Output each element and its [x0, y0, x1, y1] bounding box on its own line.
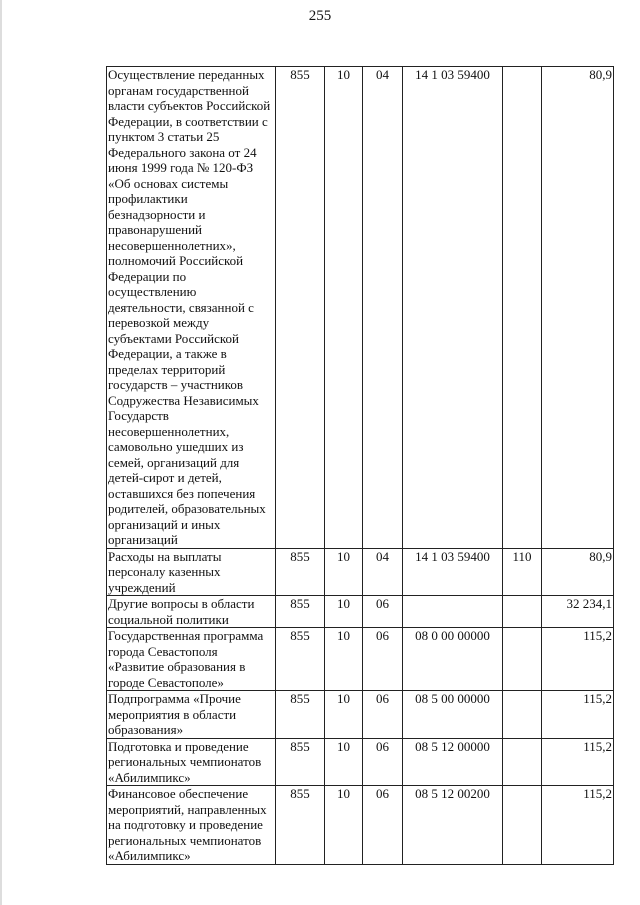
row-section: 10	[325, 596, 363, 628]
table-row	[107, 738, 614, 786]
row-name: Подпрограмма «Прочие мероприятия в области образования»	[107, 691, 276, 739]
row-target-article: 08 5 12 00200	[403, 786, 503, 865]
row-subsection: 06	[363, 691, 403, 739]
row-ministry-code: 855	[276, 67, 325, 549]
row-ministry-code: 855	[276, 628, 325, 691]
row-section: 10	[325, 738, 363, 786]
row-section: 10	[325, 548, 363, 596]
row-expense-type	[503, 786, 542, 865]
row-expense-type	[503, 67, 542, 549]
row-ministry-code: 855	[276, 691, 325, 739]
row-target-article	[403, 596, 503, 628]
table-row	[107, 628, 614, 691]
row-target-article: 14 1 03 59400	[403, 548, 503, 596]
row-subsection: 06	[363, 786, 403, 865]
row-name: Другие вопросы в области социальной политики	[107, 596, 276, 628]
row-subsection: 06	[363, 596, 403, 628]
row-expense-type	[503, 691, 542, 739]
row-section: 10	[325, 628, 363, 691]
table-row	[107, 67, 614, 549]
table-row	[107, 596, 614, 628]
row-amount: 115,2	[542, 738, 614, 786]
row-name: Осуществление переданных органам государственной власти субъектов Российской Федерации, в соответствии с пунктом 3 статьи 25 Федерального закона от 24 июня 1999 года № 120-ФЗ «Об основах системы профилактики безнадзорности и правонарушений несовершеннолетних», полномочий Российской Федерации по осуществлению деятельности, связанной с перевозкой между субъектами Российской Федерации, а также в пределах территорий государств – участников Содружества Независимых Государств несовершеннолетних, самовольно ушедших из семей, организаций для детей-сирот и детей, оставшихся без попечения родителей, образовательных организаций и иных организаций	[107, 67, 276, 549]
row-ministry-code: 855	[276, 596, 325, 628]
budget-table	[106, 66, 614, 865]
row-amount: 115,2	[542, 628, 614, 691]
row-name: Подготовка и проведение региональных чемпионатов «Абилимпикс»	[107, 738, 276, 786]
row-subsection: 06	[363, 628, 403, 691]
row-ministry-code: 855	[276, 548, 325, 596]
row-amount: 115,2	[542, 691, 614, 739]
row-subsection: 04	[363, 548, 403, 596]
row-target-article: 08 0 00 00000	[403, 628, 503, 691]
row-amount: 80,9	[542, 548, 614, 596]
scan-edge	[0, 0, 2, 905]
row-subsection: 06	[363, 738, 403, 786]
row-name: Государственная программа города Севастополя «Развитие образования в городе Севастополе»	[107, 628, 276, 691]
row-target-article: 08 5 00 00000	[403, 691, 503, 739]
row-section: 10	[325, 67, 363, 549]
table-row	[107, 786, 614, 865]
row-name: Расходы на выплаты персоналу казенных учреждений	[107, 548, 276, 596]
row-target-article: 14 1 03 59400	[403, 67, 503, 549]
row-expense-type	[503, 596, 542, 628]
row-section: 10	[325, 786, 363, 865]
page-number: 255	[308, 8, 332, 24]
row-expense-type: 110	[503, 548, 542, 596]
row-amount: 115,2	[542, 786, 614, 865]
row-target-article: 08 5 12 00000	[403, 738, 503, 786]
row-ministry-code: 855	[276, 786, 325, 865]
row-expense-type	[503, 628, 542, 691]
row-subsection: 04	[363, 67, 403, 549]
row-name: Финансовое обеспечение мероприятий, направленных на подготовку и проведение региональных чемпионатов «Абилимпикс»	[107, 786, 276, 865]
table-row	[107, 691, 614, 739]
row-amount: 32 234,1	[542, 596, 614, 628]
row-ministry-code: 855	[276, 738, 325, 786]
table-row	[107, 548, 614, 596]
row-amount: 80,9	[542, 67, 614, 549]
row-section: 10	[325, 691, 363, 739]
row-expense-type	[503, 738, 542, 786]
